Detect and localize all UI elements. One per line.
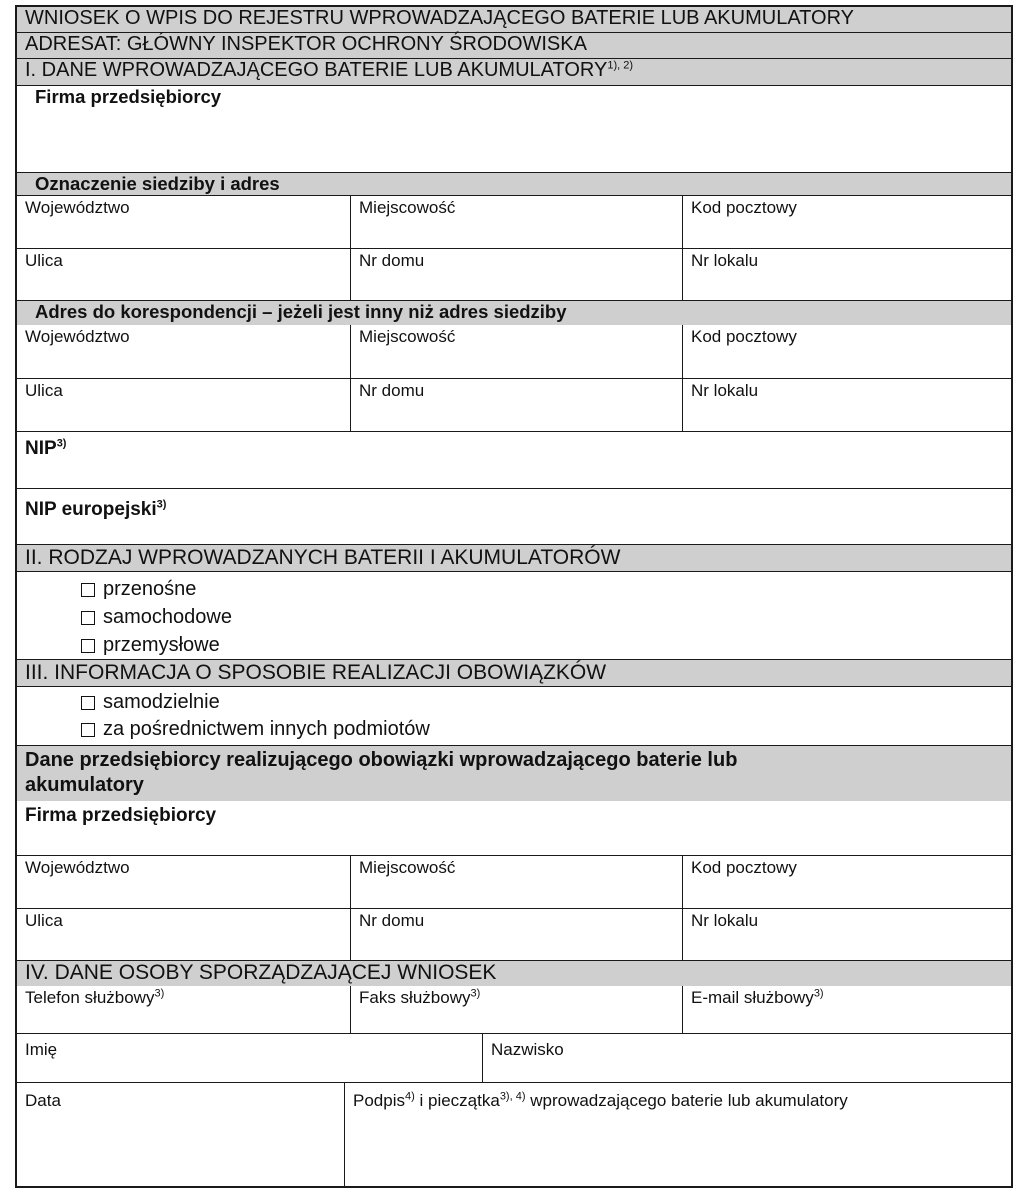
entity-voivodeship-field[interactable] [17,856,350,908]
section4-header [17,960,1011,986]
section1-header [17,58,1011,85]
corr-voivodeship-field[interactable] [17,325,350,378]
entity-city-field[interactable] [350,856,682,908]
option-portable[interactable] [81,578,196,601]
signature-label-c: wprowadzającego baterie lub akumulatory [525,1091,848,1110]
checkbox[interactable] [81,696,95,710]
name-row [17,1033,1011,1082]
form-title [17,7,1011,32]
fax-field[interactable] [350,986,682,1033]
house-no-label: Nr domu [359,251,425,270]
fulfilment-options [17,686,1011,745]
seat-voivodeship-field[interactable] [17,196,350,248]
date-signature-row [17,1082,1011,1186]
seat-street-field[interactable] [17,249,350,300]
email-label: E-mail służbowy [691,988,814,1007]
city-label: Miejscowość [359,198,456,217]
last-name-label: Nazwisko [491,1040,564,1059]
option-intermediary[interactable] [81,718,430,741]
battery-type-options [17,571,1011,659]
entity-title-line2: akumulatory [25,774,144,796]
correspondence-label: Adres do korespondencji – jeżeli jest inny niż adres siedziby [35,301,567,322]
house-no-label: Nr domu [359,911,425,930]
seat-address-row-1 [17,195,1011,248]
checkbox[interactable] [81,611,95,625]
nip-eu-label-wrap [17,489,1011,521]
signature-label-a: Podpis [353,1091,405,1110]
section4-title: IV. DANE OSOBY SPORZĄDZAJĄCEJ WNIOSEK [25,961,497,984]
section1-title-footnote: 1), 2) [607,59,634,72]
section3-title: III. INFORMACJA O SPOSOBIE REALIZACJI OBOWIĄZKÓW [25,661,607,684]
nip-eu-label: NIP europejski [25,499,157,520]
voivodeship-label: Województwo [25,198,130,217]
firm-label: Firma przedsiębiorcy [35,86,222,107]
entity-postcode-field[interactable] [682,856,1011,908]
entity-header [17,745,1011,801]
option-industrial[interactable] [81,634,220,657]
option-label: samodzielnie [103,691,220,713]
last-name-field[interactable] [482,1034,1011,1082]
postcode-label: Kod pocztowy [691,198,797,217]
phone-field[interactable] [17,986,350,1033]
checkbox[interactable] [81,639,95,653]
date-label: Data [25,1091,61,1110]
corr-address-row-2 [17,378,1011,431]
entity-firm-label: Firma przedsiębiorcy [25,805,217,826]
option-independent[interactable] [81,691,220,714]
fax-footnote: 3) [470,987,481,1000]
corr-street-field[interactable] [17,379,350,431]
correspondence-header [17,300,1011,325]
email-footnote: 3) [813,987,824,1000]
flat-no-label: Nr lokalu [691,911,759,930]
entity-address-row-2 [17,908,1011,960]
entity-flat-no-field[interactable] [682,909,1011,960]
section2-title: II. RODZAJ WPROWADZANYCH BATERII I AKUMULATORÓW [25,546,621,569]
street-label: Ulica [25,381,63,400]
seat-header [17,172,1011,195]
seat-flat-no-field[interactable] [682,249,1011,300]
signature-footnote-2: 3), 4) [499,1090,526,1103]
nip-field[interactable] [17,431,1011,488]
entity-address-row-1 [17,855,1011,908]
voivodeship-label: Województwo [25,858,130,877]
seat-city-field[interactable] [350,196,682,248]
entity-firm-field[interactable] [17,801,1011,855]
section1-title: I. DANE WPROWADZAJĄCEGO BATERIE LUB AKUMULATORY [25,59,608,81]
nip-footnote: 3) [56,437,67,450]
option-label: za pośrednictwem innych podmiotów [103,718,430,740]
city-label: Miejscowość [359,858,456,877]
street-label: Ulica [25,911,63,930]
street-label: Ulica [25,251,63,270]
seat-address-row-2 [17,248,1011,300]
signature-footnote-1: 4) [404,1090,415,1103]
postcode-label: Kod pocztowy [691,327,797,346]
seat-house-no-field[interactable] [350,249,682,300]
entity-house-no-field[interactable] [350,909,682,960]
section2-header [17,544,1011,571]
nip-label-wrap [17,432,1011,460]
first-name-label: Imię [25,1040,58,1059]
nip-label: NIP [25,438,57,459]
flat-no-label: Nr lokalu [691,381,759,400]
city-label: Miejscowość [359,327,456,346]
nip-eu-field[interactable] [17,488,1011,544]
option-label: przenośne [103,578,197,600]
checkbox[interactable] [81,583,95,597]
first-name-field[interactable] [17,1034,482,1082]
seat-label: Oznaczenie siedziby i adres [35,173,280,194]
email-field[interactable] [682,986,1011,1033]
phone-footnote: 3) [154,987,165,1000]
phone-label: Telefon służbowy [25,988,155,1007]
voivodeship-label: Województwo [25,327,130,346]
corr-house-no-field[interactable] [350,379,682,431]
corr-address-row-1 [17,325,1011,378]
entity-title-line1: Dane przedsiębiorcy realizującego obowiązki wprowadzającego baterie lub [25,749,738,771]
corr-postcode-field[interactable] [682,325,1011,378]
corr-city-field[interactable] [350,325,682,378]
flat-no-label: Nr lokalu [691,251,759,270]
addressee-text: ADRESAT: GŁÓWNY INSPEKTOR OCHRONY ŚRODOWISKA [25,33,587,55]
seat-postcode-field[interactable] [682,196,1011,248]
firm-field[interactable] [17,85,1011,172]
date-field[interactable] [17,1083,344,1186]
section3-header [17,659,1011,686]
checkbox[interactable] [81,723,95,737]
corr-flat-no-field[interactable] [682,379,1011,431]
house-no-label: Nr domu [359,381,425,400]
signature-label-b: i pieczątka [414,1091,500,1110]
form-title-text: WNIOSEK O WPIS DO REJESTRU WPROWADZAJĄCEGO BATERIE LUB AKUMULATORY [25,7,855,29]
entity-street-field[interactable] [17,909,350,960]
option-label: przemysłowe [103,634,220,656]
postcode-label: Kod pocztowy [691,858,797,877]
signature-field[interactable] [344,1083,1011,1186]
option-automotive[interactable] [81,606,232,629]
addressee-row [17,32,1011,58]
option-label: samochodowe [103,606,232,628]
application-form [15,5,1013,1188]
nip-eu-footnote: 3) [156,498,167,511]
contact-row [17,986,1011,1033]
fax-label: Faks służbowy [359,988,471,1007]
